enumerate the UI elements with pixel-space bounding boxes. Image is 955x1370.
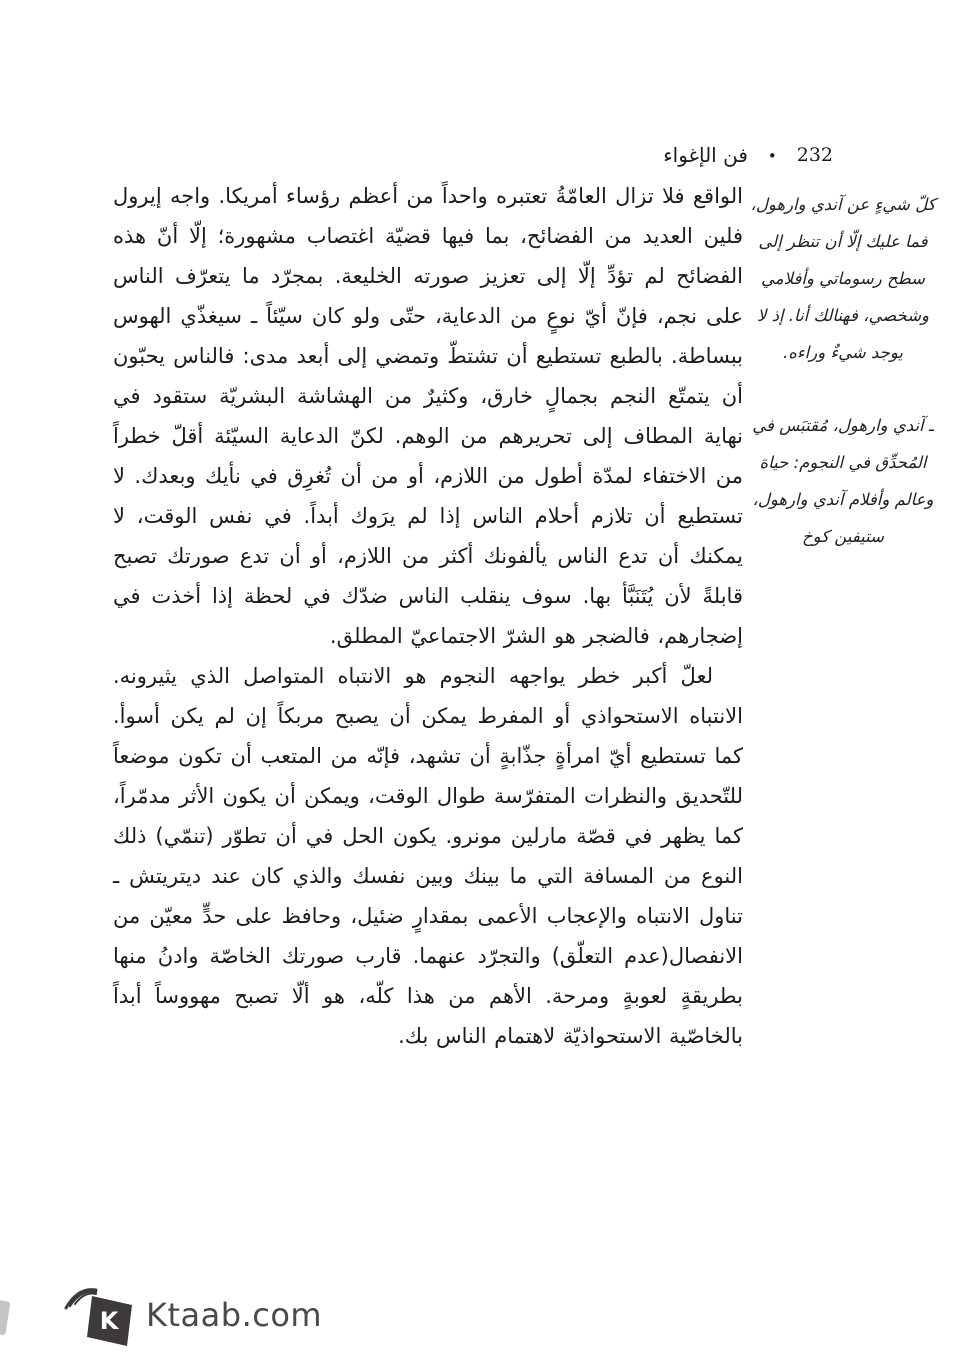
book-title: فن الإغواء — [663, 143, 748, 167]
main-text-column — [113, 176, 743, 1056]
paragraph: الواقع فلا تزال العامّةُ تعتبره واحداً من أعظم رؤساء أمريكا. واجه إيرول فلين العديد من الفضائح، بما فيها قضيّة اغتصاب مشهورة؛ إلّا أنّ هذه الفضائح لم تؤدِّ إلّا إلى تعزيز صورته الخليعة. بمجرّد ما يتعرّف الناس على نجم، فإنّ أيّ نوعٍ من الدعاية، حتّى ولو كان سيّئاً ـ سيغذّي الهوس ببساطة. بالطبع تستطيع أن تشتطّ وتمضي إلى أبعد مدى: فالناس يحبّون أن يتمتّع النجم بجمالٍ خارق، وكثيرٌ من الهشاشة البشريّة ستقود في نهاية المطاف إلى تحريرهم من الوهم. لكنّ الدعاية السيّئة أقلّ خطراً من الاختفاء لمدّة أطول من اللازم، أو من أن تُغرِق في نأيك وبعدك. لا تستطيع أن تلازم أحلام الناس إذا لم يرَوك أبداً. في نفس الوقت، لا يمكنك أن تدع الناس يألفونك أكثر من اللازم، أو أن تدع صورتك تصبح قابلةً لأن يُتَنَبَّأ بها. سوف ينقلب الناس ضدّك في لحظة إذا أخذت في إضجارهم، فالضجر هو الشرّ الاجتماعيّ المطلق. — [113, 184, 743, 648]
brand-name: Ktaab.com — [146, 1296, 323, 1334]
page-number: 232 — [796, 144, 833, 166]
margin-quote-attribution: ـ آندي وارهول، مُقتبَس في المُحدِّق في النجوم: حياة وعالم وأفلام آندي وارهول، ستيفين كوخ — [752, 416, 934, 546]
book-logo-icon — [58, 1282, 136, 1348]
footer-logo — [58, 1282, 322, 1348]
logo-letter: K — [99, 1307, 119, 1335]
margin-note — [743, 186, 943, 555]
separator-dot-icon: • — [767, 146, 777, 165]
paragraph: لعلّ أكبر خطر يواجهه النجوم هو الانتباه المتواصل الذي يثيرونه. الانتباه الاستحواذي أو المفرط يمكن أن يصبح مربكاً إن لم يكن أسوأ. كما تستطيع أيّ امرأةٍ جذّابةٍ أن تشهد، فإنّه من المتعب أن تكون موضعاً للتّحديق والنظرات المتفرّسة طوال الوقت، ويمكن أن يكون الأثر مدمّراً، كما يظهر في قصّة مارلين مونرو. يكون الحل في أن تطوّر (تنمّي) ذلك النوع من المسافة التي ما بينك وبين نفسك والذي كان عند ديتريتش ـ تناول الانتباه والإعجاب الأعمى بمقدارٍ ضئيل، وحافظ على حدٍّ معيّن من الانفصال(عدم التعلّق) والتجرّد عنهما. قارب صورتك الخاصّة وادنُ منها بطريقةٍ لعوبةٍ ومرحة. الأهم من هذا كلّه، هو ألّا تصبح مهووساً أبداً بالخاصّية الاستحواذيّة لاهتمام الناس بك. — [113, 664, 743, 1048]
page-header — [663, 143, 833, 167]
margin-quote: كلّ شيءٍ عن آندي وارهول، فما عليك إلّا أن تنظر إلى سطح رسوماتي وأفلامي وشخصي، فهنالك أنا. إذ لا يوجد شيءٌ وراءه. — [750, 195, 936, 362]
scan-edge-artifact — [0, 1298, 11, 1335]
